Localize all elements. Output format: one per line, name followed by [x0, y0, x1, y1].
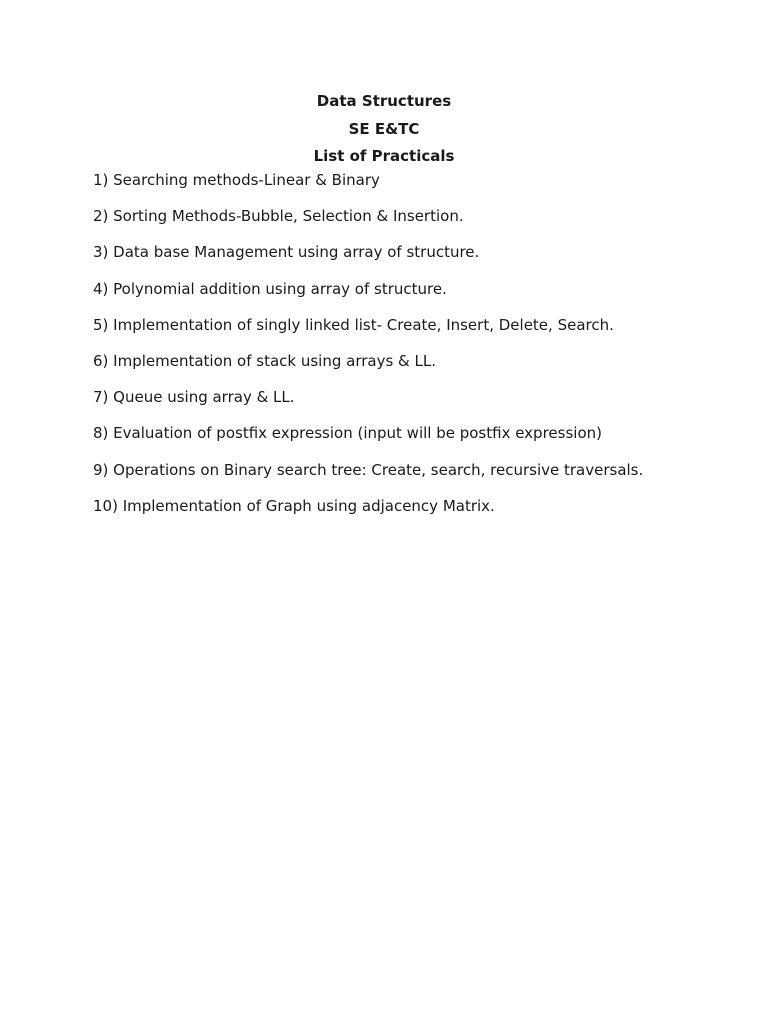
list-heading: List of Practicals [313, 147, 455, 165]
practical-item: 2) Sorting Methods-Bubble, Selection & Insertion. [93, 207, 464, 226]
practical-item: 7) Queue using array & LL. [93, 388, 295, 407]
practical-item: 8) Evaluation of postfix expression (input will be postfix expression) [93, 424, 602, 443]
practical-item: 10) Implementation of Graph using adjacency Matrix. [93, 496, 495, 515]
practical-item: 3) Data base Management using array of structure. [93, 243, 480, 262]
document-header [0, 88, 768, 171]
document-title: Data Structures [316, 92, 452, 110]
practical-item: 6) Implementation of stack using arrays & LL. [93, 351, 437, 370]
document-subtitle: SE E&TC [348, 119, 420, 138]
practical-item: 1) Searching methods-Linear & Binary [93, 171, 380, 189]
practical-item: 9) Operations on Binary search tree: Create, search, recursive traversals. [93, 460, 644, 479]
practicals-list [93, 170, 753, 532]
practical-item: 4) Polynomial addition using array of structure. [93, 279, 447, 298]
practical-item: 5) Implementation of singly linked list- Create, Insert, Delete, Search. [93, 315, 614, 334]
